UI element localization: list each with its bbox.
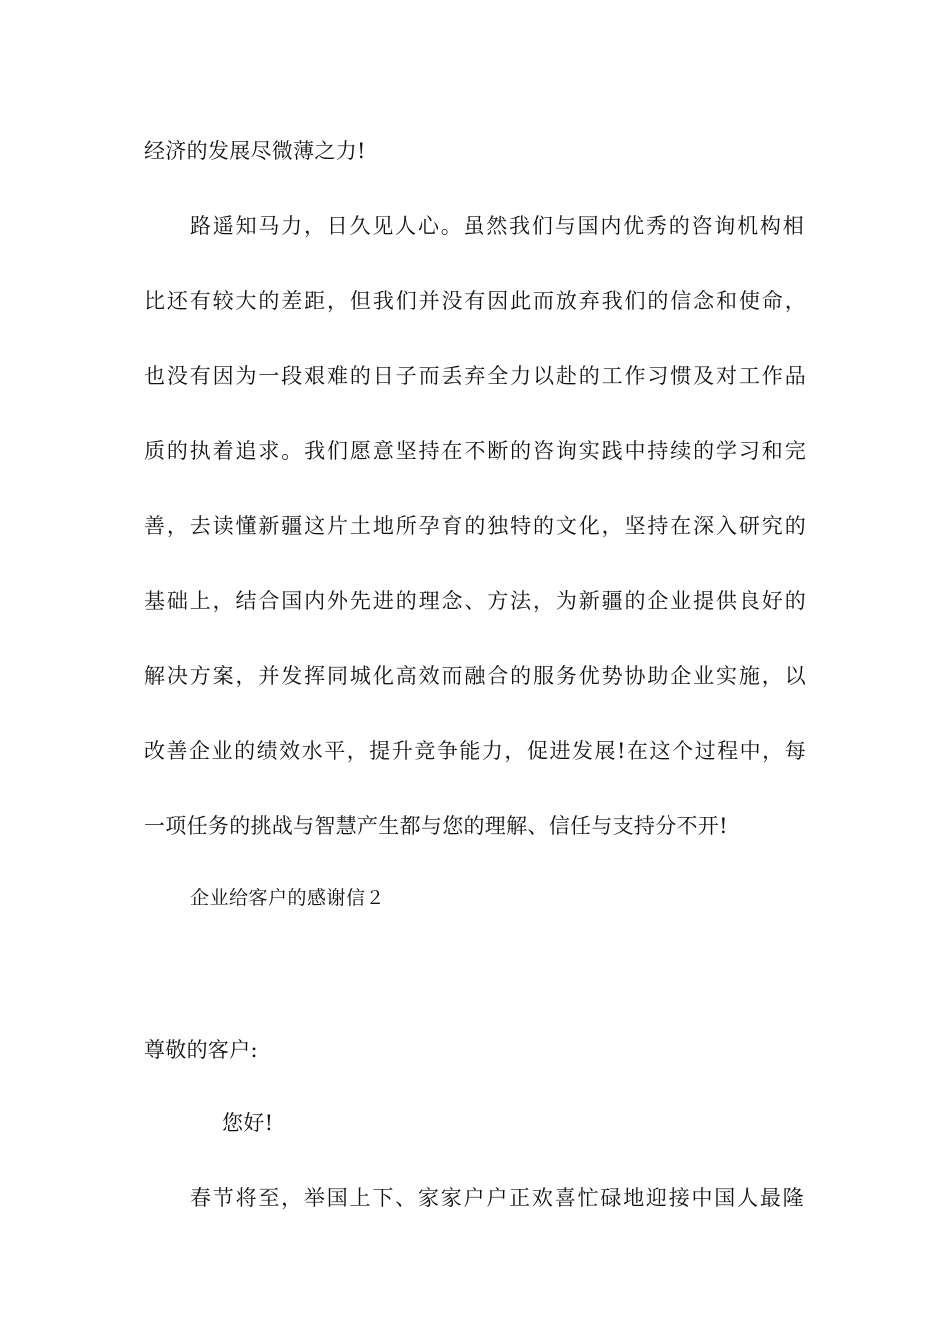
text-line: 一项任务的挑战与智慧产生都与您的理解、信任与支持分不开! [144,814,728,838]
text-line: 善，去读懂新疆这片土地所孕育的独特的文化，坚持在深入研究的 [144,514,806,538]
text-line: 质的执着追求。我们愿意坚持在不断的咨询实践中持续的学习和完 [144,439,806,463]
salutation: 尊敬的客户: [144,1038,258,1062]
text-line: 基础上，结合国内外先进的理念、方法，为新疆的企业提供良好的 [144,589,806,613]
text-line: 经济的发展尽微薄之力! [144,139,366,163]
text-line: 解决方案，并发挥同城化高效而融合的服务优势协助企业实施，以 [144,664,806,688]
text-line: 比还有较大的差距，但我们并没有因此而放弃我们的信念和使命， [144,289,806,313]
greeting: 您好! [222,1111,274,1135]
text-line: 也没有因为一段艰难的日子而丢弃全力以赴的工作习惯及对工作品 [144,364,806,388]
text-line: 改善企业的绩效水平，提升竞争能力，促进发展!在这个过程中，每 [144,739,806,763]
section-title: 企业给客户的感谢信２ [190,887,386,909]
paragraph-start-line: 春节将至，举国上下、家家户户正欢喜忙碌地迎接中国人最隆 [190,1186,804,1210]
paragraph-start-line: 路遥知马力，日久见人心。虽然我们与国内优秀的咨询机构相 [190,214,804,238]
